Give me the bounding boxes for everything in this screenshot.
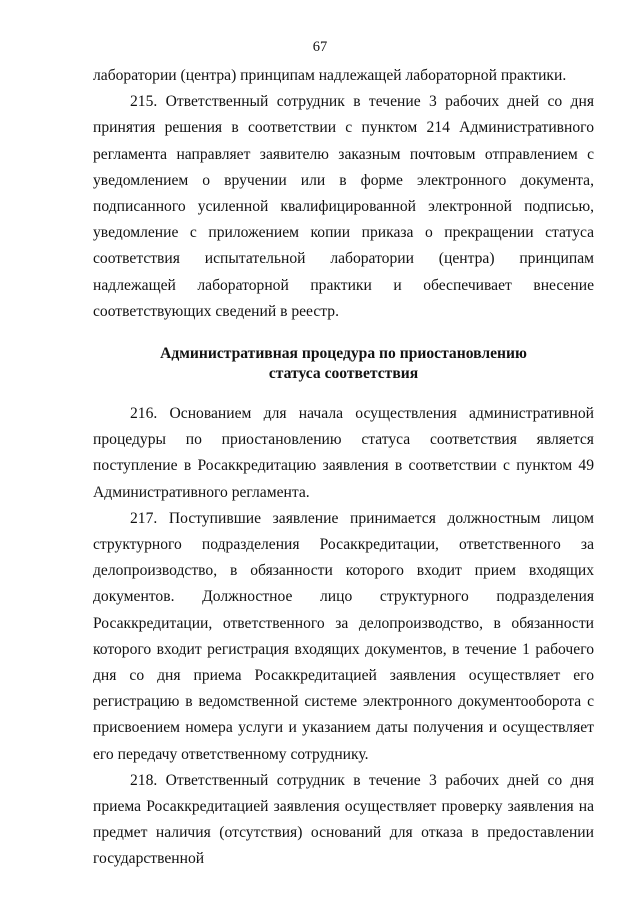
paragraph-218: 218. Ответственный сотрудник в течение 3 рабочих дней со дня приема Росаккредитацией заявления осуществляет проверку заявления на предмет наличия (отсутствия) оснований для отказа в предоставлении государственной — [93, 771, 594, 868]
paragraph-217: 217. Поступившие заявление принимается должностным лицом структурного подразделения Росаккредитации, ответственного за делопроизводство, в обязанности которого входит прием входящих документов. Должностное лицо структурного подразделения Росаккредитации, ответственного за делопроизводство, в обязанности которого входит регистрация входящих документов, в течение 1 рабочего дня со дня приема Росаккредитацией заявления осуществляет его регистрацию в ведомственной системе электронного документооборота с присвоением номера услуги и указанием даты получения и осуществляет его передачу ответственному сотруднику. — [93, 509, 594, 763]
section-heading-line-2: статуса соответствия — [268, 364, 419, 382]
page-number: 67 — [312, 39, 328, 55]
section-heading — [93, 344, 594, 383]
paragraph-continuation: лаборатории (центра) принципам надлежащей лабораторной практики. — [93, 67, 567, 84]
section-heading-line-1: Административная процедура по приостановлению — [160, 345, 527, 363]
document-body — [93, 63, 594, 873]
paragraph-216: 216. Основанием для начала осуществления административной процедуры по приостановлению статуса соответствия является поступление в Росаккредитацию заявления в соответствии с пунктом 49 Административного регламента. — [93, 405, 594, 501]
paragraph-215: 215. Ответственный сотрудник в течение 3 рабочих дней со дня принятия решения в соответствии с пунктом 214 Административного регламента направляет заявителю заказным почтовым отправлением с уведомлением о вручении или в форме электронного документа, подписанного усиленной квалифицированной электронной подписью, уведомление с приложением копии приказа о прекращении статуса соответствия испытательной лаборатории (центра) принципам надлежащей лабораторной практики и обеспечивает внесение соответствующих сведений в реестр. — [93, 93, 594, 320]
